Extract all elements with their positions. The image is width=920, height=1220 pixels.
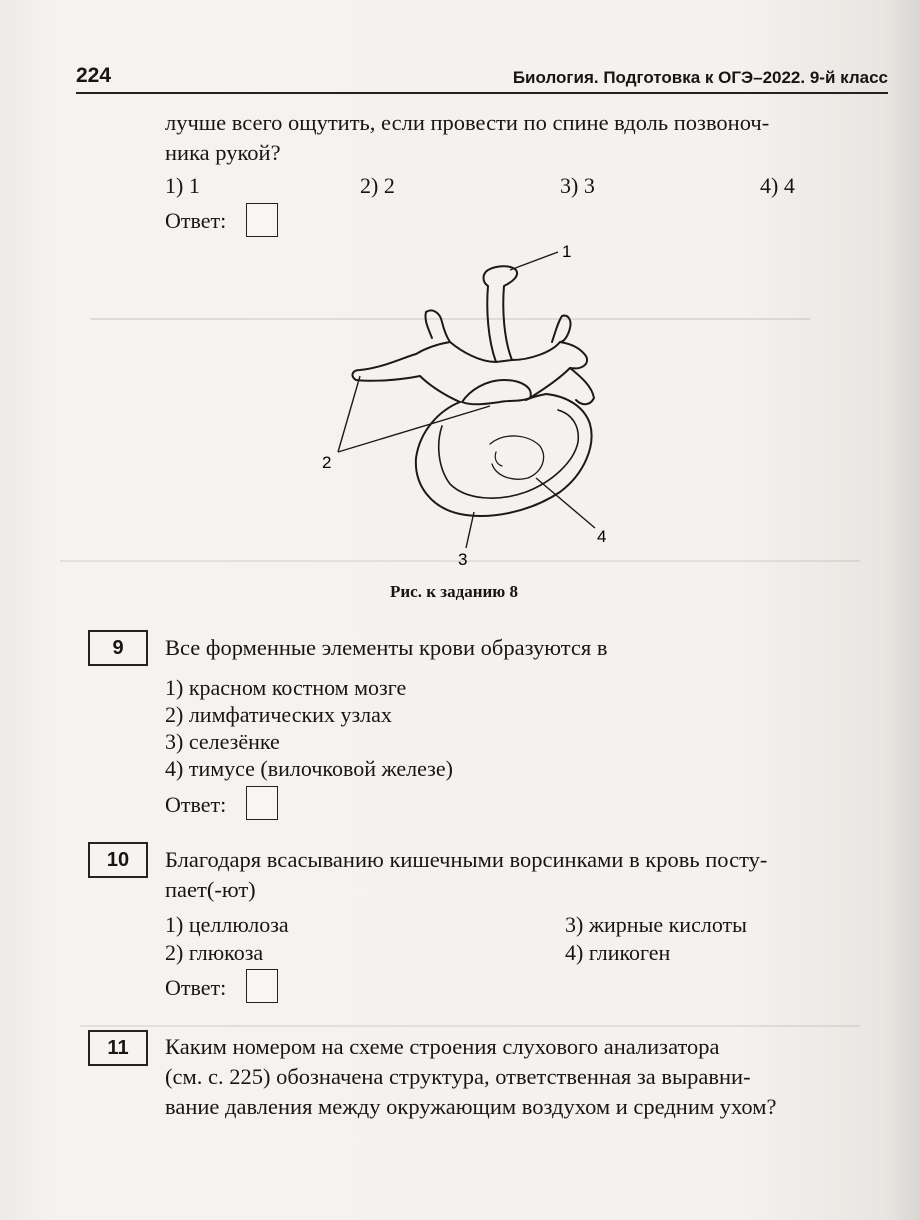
q9-answer-box[interactable]: [246, 786, 278, 820]
q8-option-3[interactable]: 3) 3: [560, 173, 595, 198]
q9-option-2[interactable]: 2) лимфатических узлах: [165, 702, 392, 727]
running-title: Биология. Подготовка к ОГЭ–2022. 9-й класс: [512, 68, 888, 87]
vertebral-body-rim: [439, 410, 579, 498]
q11-number-box: 11: [88, 1030, 148, 1066]
spinous-process: [484, 266, 518, 362]
callout-3: 3: [458, 550, 468, 569]
leader-line-2b: [338, 406, 490, 452]
callout-4: 4: [597, 527, 607, 546]
vertebra-figure: [290, 230, 650, 580]
leader-line-1: [510, 252, 558, 270]
left-transverse-process: [353, 342, 496, 402]
q9-text: Все форменные элементы крови образуются в: [165, 635, 608, 660]
vertebral-foramen: [462, 380, 531, 404]
q11-text-line3: вание давления между окружающим воздухом и средним ухом?: [165, 1094, 777, 1119]
callout-1: 1: [562, 242, 572, 261]
q9-answer-label: Ответ:: [165, 792, 227, 817]
page-header: [76, 62, 888, 94]
leader-line-2a: [338, 376, 360, 452]
q10-text-line2: пает(-ют): [165, 877, 256, 902]
q10-option-4[interactable]: 4) гликоген: [565, 940, 671, 965]
callout-2: 2: [322, 453, 332, 472]
q8-option-1[interactable]: 1) 1: [165, 173, 200, 198]
left-articular-process: [425, 310, 450, 342]
q10-option-1[interactable]: 1) целлюлоза: [165, 912, 289, 937]
q9-option-4[interactable]: 4) тимусе (вилочковой железе): [165, 756, 453, 781]
leader-line-3: [466, 512, 474, 548]
right-lamina: [512, 342, 587, 398]
q8-answer-label: Ответ:: [165, 208, 227, 233]
figure-caption: Рис. к заданию 8: [390, 582, 519, 601]
q10-option-2[interactable]: 2) глюкоза: [165, 940, 264, 965]
q8-option-2[interactable]: 2) 2: [360, 173, 395, 198]
q8-answer-box[interactable]: [246, 203, 278, 237]
q10-answer-label: Ответ:: [165, 975, 227, 1000]
q10-number-box: 10: [88, 842, 148, 878]
right-transverse-process: [570, 368, 594, 404]
vertebral-body-center: [490, 436, 544, 479]
q8-text-line1: лучше всего ощутить, если провести по спине вдоль позвоноч-: [165, 110, 770, 135]
q10-answer-box[interactable]: [246, 969, 278, 1003]
page-number: 224: [76, 64, 112, 87]
q9-option-1[interactable]: 1) красном костном мозге: [165, 675, 407, 700]
show-through-rule: [80, 1025, 860, 1027]
q11-text-line1: Каким номером на схеме строения слухового анализатора: [165, 1034, 720, 1059]
q10-option-3[interactable]: 3) жирные кислоты: [565, 912, 747, 937]
q9-option-3[interactable]: 3) селезёнке: [165, 729, 280, 754]
q11-text-line2: (см. с. 225) обозначена структура, ответственная за выравни-: [165, 1064, 751, 1089]
leader-line-4: [536, 478, 595, 528]
q10-text-line1: Благодаря всасыванию кишечными ворсинками в кровь посту-: [165, 847, 768, 872]
q8-option-4[interactable]: 4) 4: [760, 173, 795, 198]
right-articular-process: [552, 316, 571, 342]
q9-number-box: 9: [88, 630, 148, 666]
q8-text-line2: ника рукой?: [165, 140, 281, 165]
